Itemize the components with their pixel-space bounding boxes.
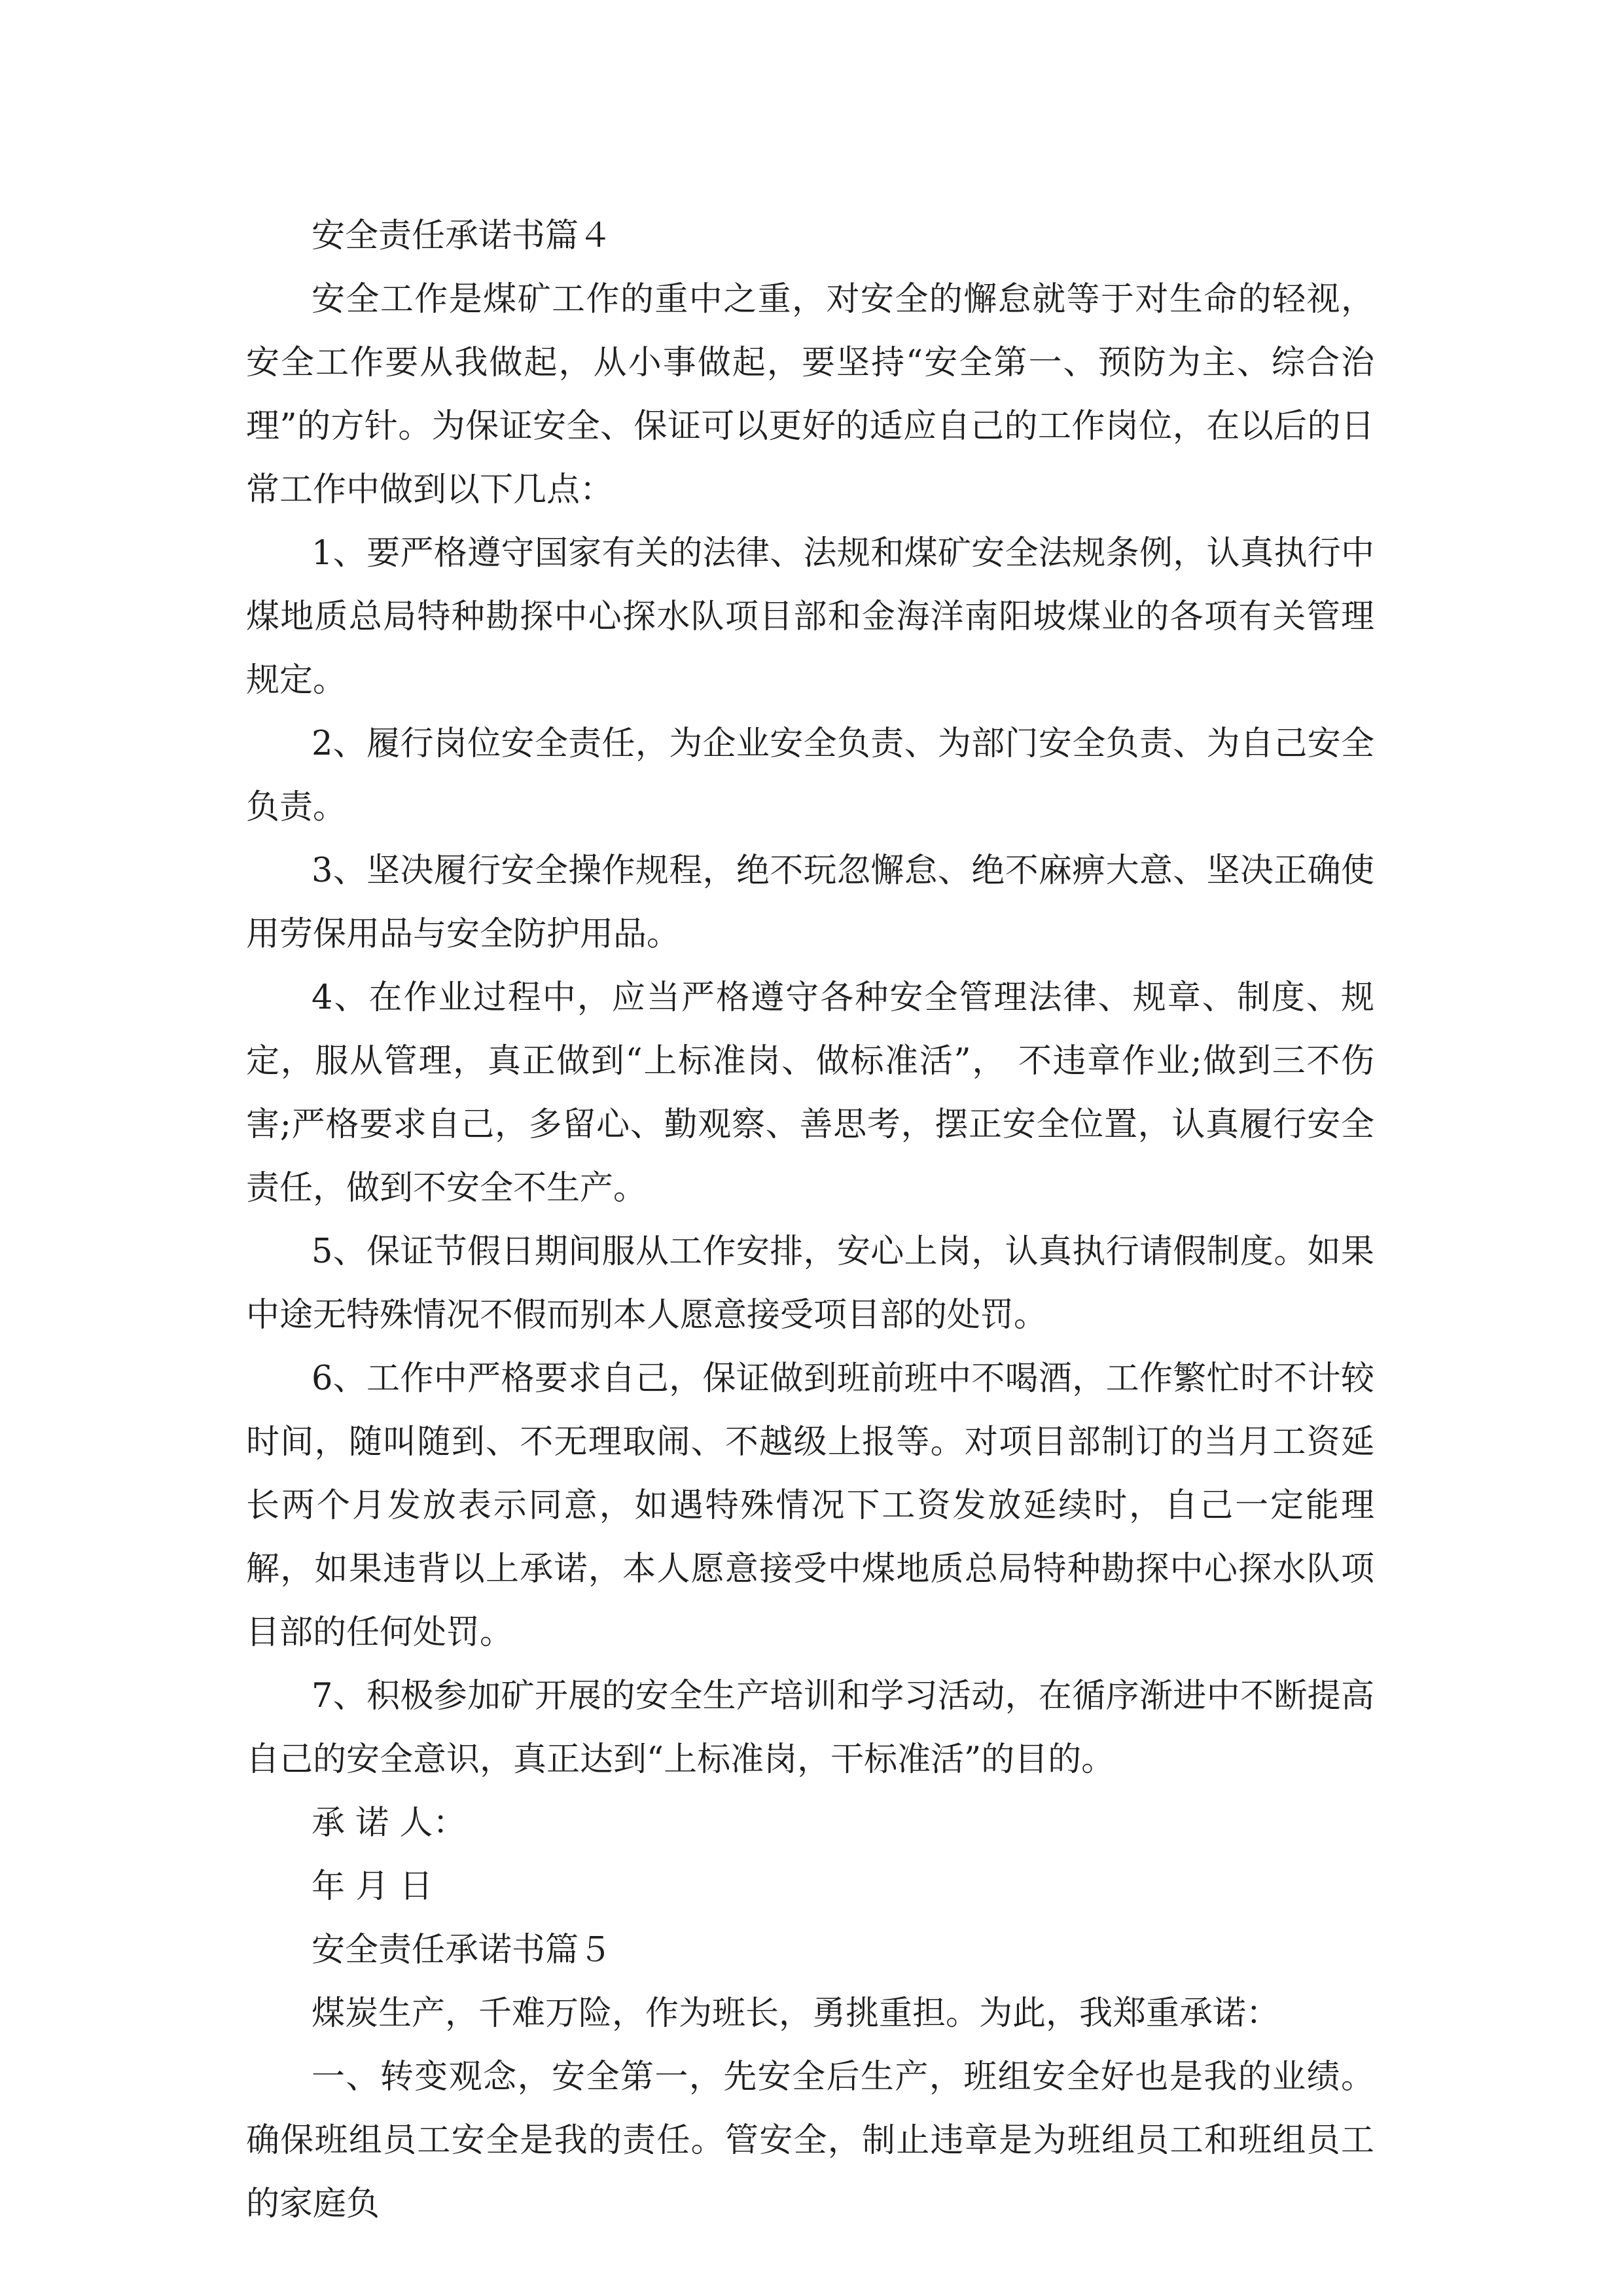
commitment-item-7: 7、积极参加矿开展的安全生产培训和学习活动，在循序渐进中不断提高自己的安全意识，真正达到“上标准岗，干标准活”的目的。 [246, 1677, 1374, 1779]
commitment-item-2: 2、履行岗位安全责任，为企业安全负责、为部门安全负责、为自己安全负责。 [246, 725, 1374, 827]
document-body [246, 204, 1374, 2236]
intro-paragraph: 安全工作是煤矿工作的重中之重，对安全的懈怠就等于对生命的轻视，安全工作要从我做起，从小事做起，要坚持“安全第一、预防为主、综合治理”的方针。为保证安全、保证可以更好的适应自己的工作岗位，在以后的日常工作中做到以下几点： [246, 280, 1374, 509]
section-5-intro: 煤炭生产，千难万险，作为班长，勇挑重担。为此，我郑重承诺： [312, 1994, 1280, 2033]
section-5-item-1: 一、转变观念，安全第一，先安全后生产，班组安全好也是我的业绩。确保班组员工安全是我的责任。管安全，制止违章是为班组员工和班组员工的家庭负 [246, 2058, 1374, 2223]
commitment-item-5: 5、保证节假日期间服从工作安排，安心上岗，认真执行请假制度。如果中途无特殊情况不假而别本人愿意接受项目部的处罚。 [246, 1232, 1374, 1335]
commitment-item-3: 3、坚决履行安全操作规程，绝不玩忽懈怠、绝不麻痹大意、坚决正确使用劳保用品与安全防护用品。 [246, 852, 1374, 954]
commitment-item-4: 4、在作业过程中，应当严格遵守各种安全管理法律、规章、制度、规定，服从管理，真正做到“上标准岗、做标准活”， 不违章作业;做到三不伤害;严格要求自己，多留心、勤观察、善思考，摆正安全位置，认真履行安全责任，做到不安全不生产。 [246, 978, 1374, 1208]
commitment-item-1: 1、要严格遵守国家有关的法律、法规和煤矿安全法规条例，认真执行中煤地质总局特种勘探中心探水队项目部和金海洋南阳坡煤业的各项有关管理规定。 [246, 534, 1374, 700]
signature-label: 承 诺 人： [312, 1804, 467, 1842]
section-heading-4: 安全责任承诺书篇４ [312, 217, 613, 255]
commitment-item-6: 6、工作中严格要求自己，保证做到班前班中不喝酒，工作繁忙时不计较时间，随叫随到、不无理取闹、不越级上报等。对项目部制订的当月工资延长两个月发放表示同意，如遇特殊情况下工资发放延续时，自己一定能理解，如果违背以上承诺，本人愿意接受中煤地质总局特种勘探中心探水队项目部的任何处罚。 [246, 1359, 1374, 1652]
section-heading-5: 安全责任承诺书篇５ [312, 1931, 613, 1969]
date-label: 年 月 日 [312, 1867, 433, 1906]
